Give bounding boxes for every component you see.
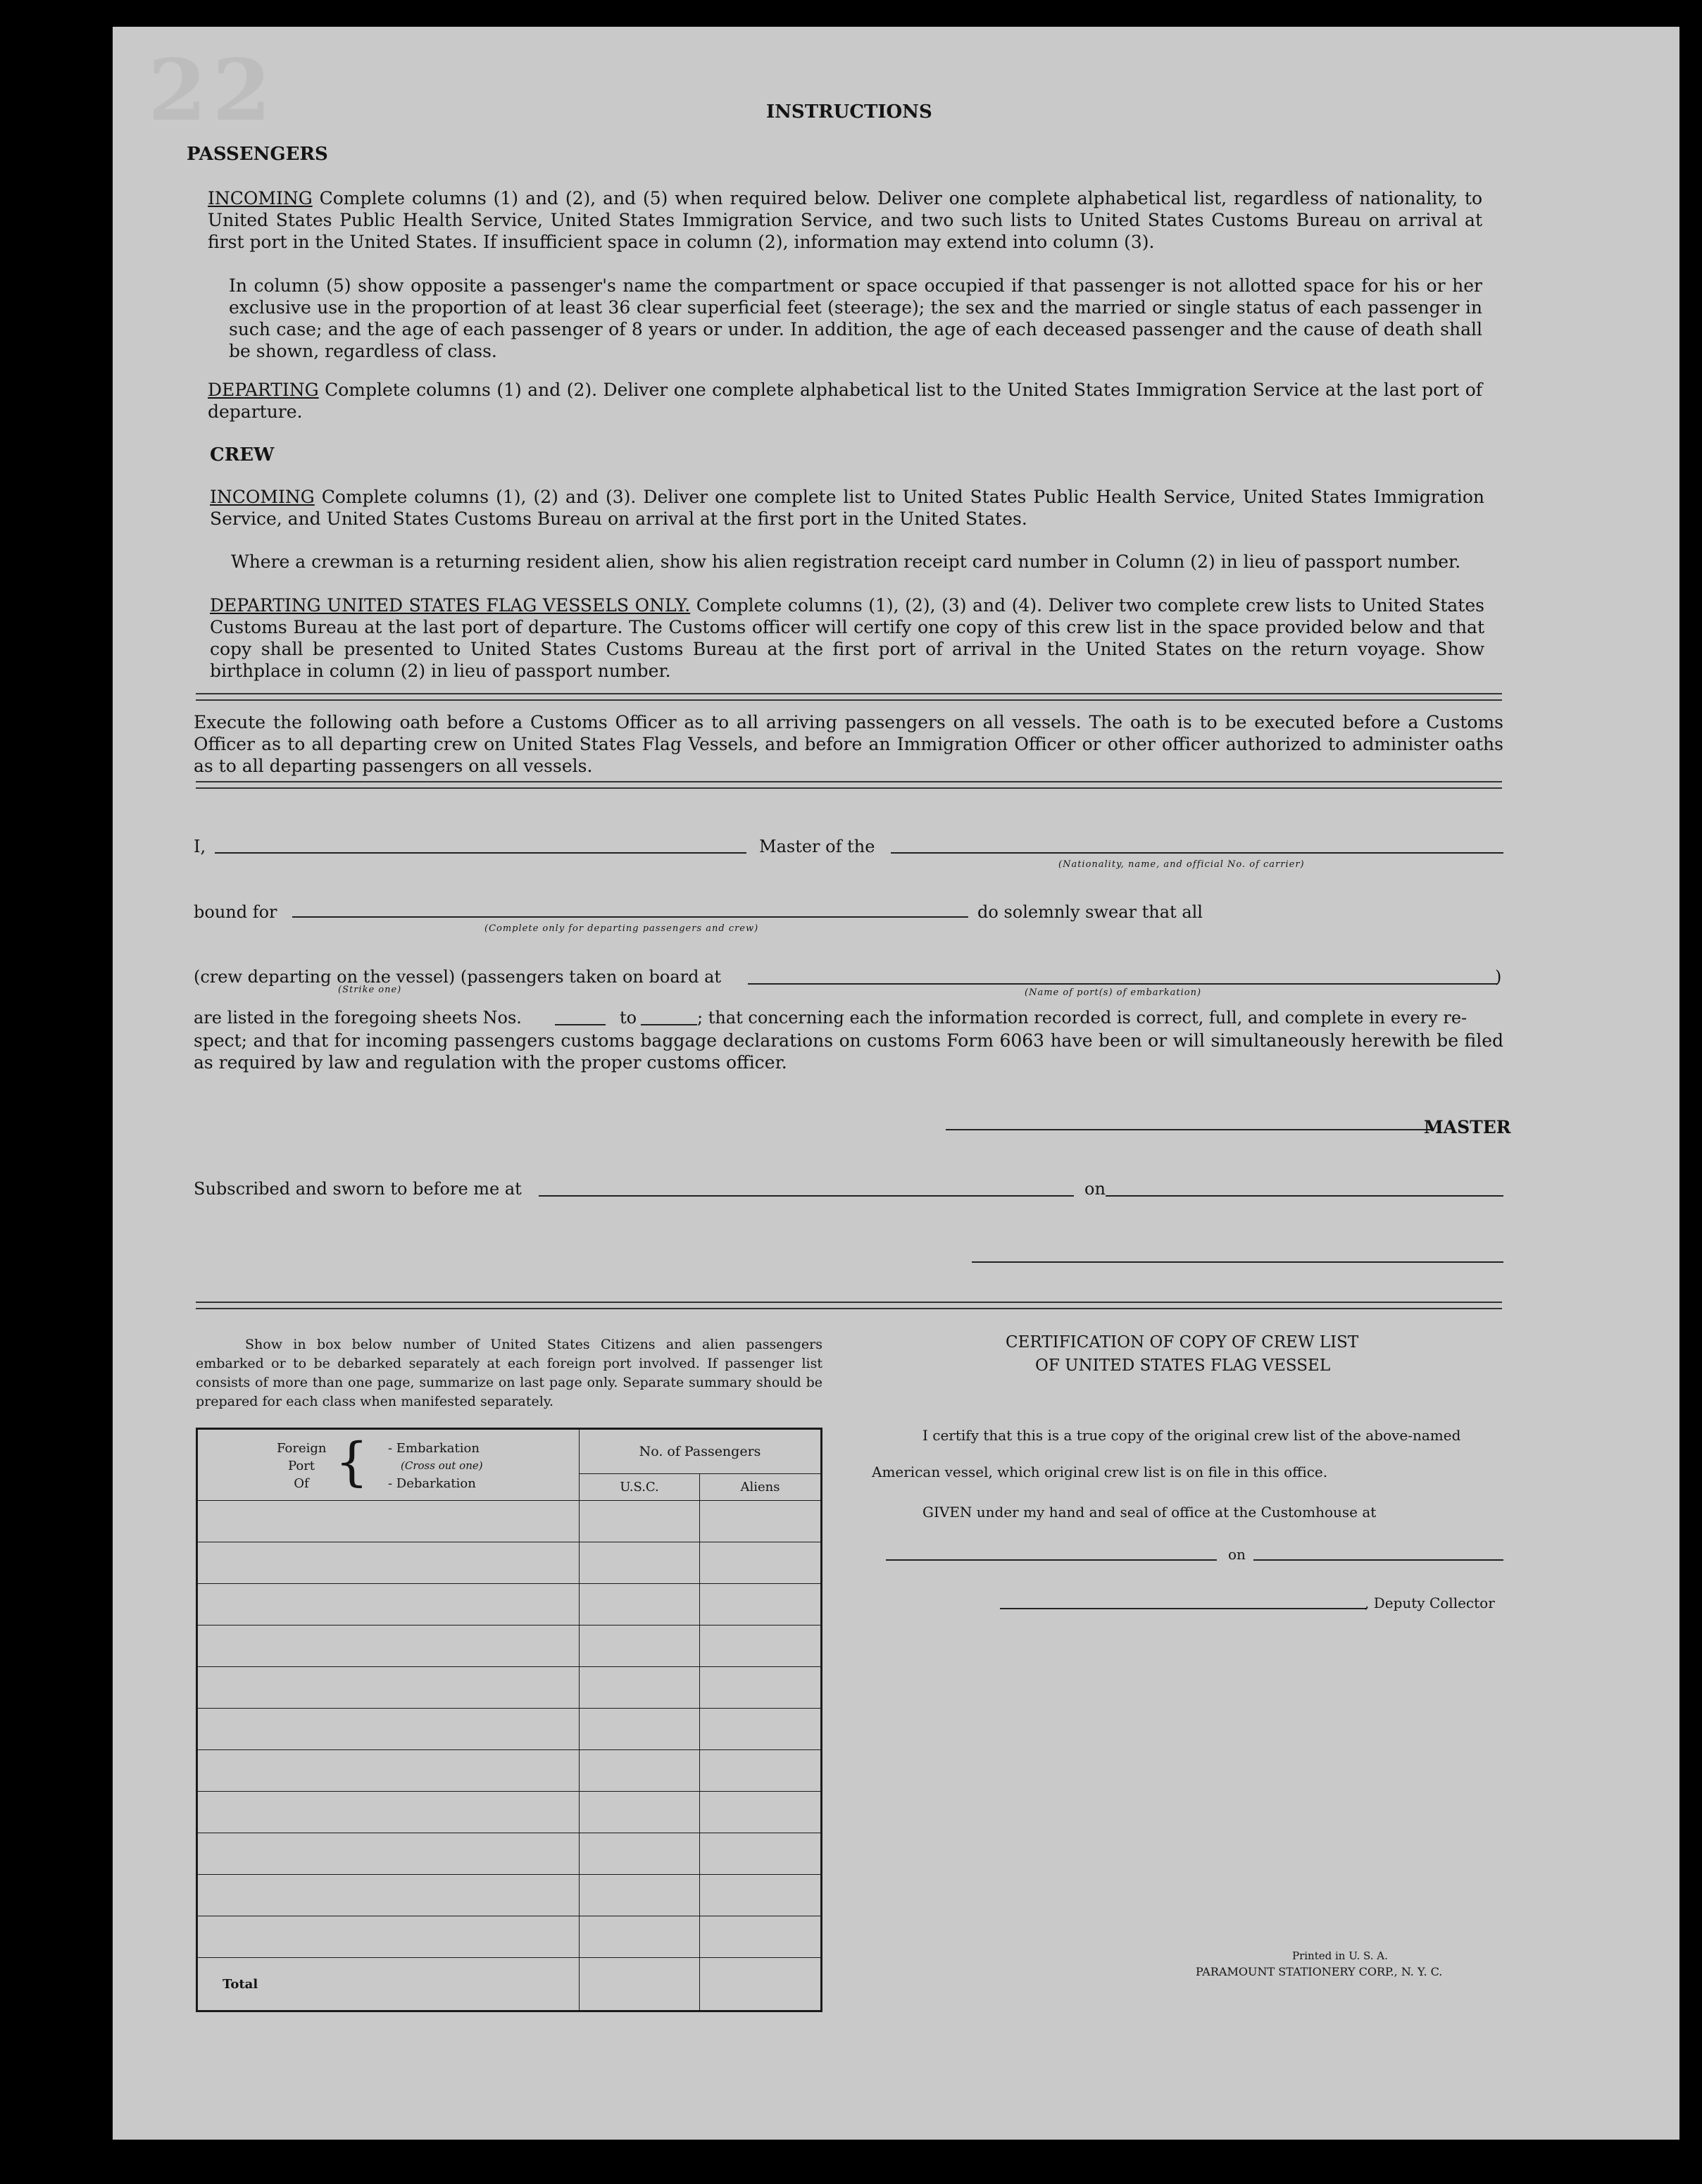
crew-incoming-text: Complete columns (1), (2) and (3). Deliver one complete list to United States Public Health Service, United States Immigration Service, and United States Customs Bureau on arrival at the first port in the United States. <box>210 487 1484 529</box>
incoming-text: Complete columns (1) and (2), and (5) when required below. Deliver one complete alphabetical list, regardless of nationality, to United States Public Health Service, United States Immigration Service, and two such lists to United States Customs Bureau on arrival at first port in the United States. If insufficient space in column (2), information may extend into column (3). <box>208 188 1482 252</box>
deputy-signature-line[interactable] <box>1000 1608 1366 1609</box>
foreign-port-header <box>197 1429 580 1501</box>
port-cell[interactable] <box>197 1584 580 1625</box>
passengers-incoming-instructions <box>208 187 1482 253</box>
passengers-heading: PASSENGERS <box>187 144 328 165</box>
table-row <box>197 1501 822 1542</box>
total-row <box>197 1958 822 2011</box>
port-cell[interactable] <box>197 1625 580 1667</box>
certification-title-1: CERTIFICATION OF COPY OF CREW LIST <box>1006 1333 1359 1352</box>
certification-line-2: American vessel, which original crew list is on file in this office. <box>872 1464 1328 1480</box>
aliens-cell[interactable] <box>700 1750 822 1792</box>
table-row <box>197 1916 822 1958</box>
port-cell[interactable] <box>197 1792 580 1833</box>
aliens-cell[interactable] <box>700 1833 822 1875</box>
aliens-cell[interactable] <box>700 1916 822 1958</box>
crew-departing-text: Complete columns (1), (2), (3) and (4). Deliver two complete crew lists to United States Customs Bureau at the last port of departure. The Customs officer will certify one copy of this crew list in the space provided below and that copy shall be presented to United States Customs Bureau at the first port of arrival in the United States on the return voyage. Show birthplace in column (2) in lieu of passport number. <box>210 595 1484 681</box>
solemnly-swear: do solemnly swear that all <box>977 902 1203 922</box>
handwritten-page-number: 22 <box>148 41 277 140</box>
foreign-label: Foreign <box>277 1441 327 1456</box>
crew-departing-vessel: (crew departing on the vessel) (passengers taken on board at <box>194 967 722 987</box>
port-cell[interactable] <box>197 1750 580 1792</box>
customhouse-line[interactable] <box>886 1559 1217 1561</box>
aliens-cell[interactable] <box>700 1792 822 1833</box>
resident-alien-note: Where a crewman is a returning resident alien, show his alien registration receipt card number in Column (2) in lieu of passport number. <box>231 551 1461 572</box>
oath-instructions: Execute the following oath before a Customs Officer as to all arriving passengers on all vessels. The oath is to be executed before a Customs Officer as to all departing crew on United States Flag Vessels, and before an Immigration Officer or other officer authorized to administer oaths as to all departing passengers on all vessels. <box>194 712 1503 776</box>
table-row <box>197 1792 822 1833</box>
certification-title-2: OF UNITED STATES FLAG VESSEL <box>1035 1356 1331 1375</box>
aliens-header: Aliens <box>700 1473 822 1500</box>
table-row <box>197 1833 822 1875</box>
crew-departing-label: DEPARTING UNITED STATES FLAG VESSELS ONLY. <box>210 595 691 616</box>
subscribed-place-line[interactable] <box>539 1195 1074 1197</box>
master-signature-line[interactable] <box>946 1129 1432 1130</box>
deputy-collector: , Deputy Collector <box>1365 1595 1495 1611</box>
usc-cell[interactable] <box>580 1542 700 1584</box>
crew-heading: CREW <box>210 444 275 466</box>
officer-signature-line[interactable] <box>972 1261 1503 1263</box>
port-cell[interactable] <box>197 1875 580 1916</box>
usc-cell[interactable] <box>580 1667 700 1709</box>
table-row <box>197 1584 822 1625</box>
summary-instructions: Show in box below number of United States Citizens and alien passengers embarked or to be debarked separately at each foreign port involved. If passenger list consists of more than one page, summarize on last page only. Separate summary should be prepared for each class when manifested separately. <box>196 1337 822 1409</box>
table-row <box>197 1625 822 1667</box>
departing-text: Complete columns (1) and (2). Deliver one complete alphabetical list to the United States Immigration Service at the last port of departure. <box>208 380 1482 422</box>
destination-line[interactable] <box>292 916 968 918</box>
printed-in-usa: Printed in U. S. A. <box>1292 1949 1388 1962</box>
master-name-line[interactable] <box>215 852 746 854</box>
port-cell[interactable] <box>197 1833 580 1875</box>
form-sheet <box>113 27 1679 2140</box>
aliens-cell[interactable] <box>700 1667 822 1709</box>
certification-on: on <box>1228 1546 1246 1563</box>
divider-oath <box>196 781 1502 789</box>
usc-cell[interactable] <box>580 1625 700 1667</box>
total-aliens-cell[interactable] <box>700 1958 822 2011</box>
aliens-cell[interactable] <box>700 1542 822 1584</box>
usc-cell[interactable] <box>580 1709 700 1750</box>
strike-one-caption: (Strike one) <box>338 985 402 995</box>
instructions-title: INSTRUCTIONS <box>766 101 932 123</box>
embarkation-port-line[interactable] <box>748 983 1498 985</box>
aliens-cell[interactable] <box>700 1625 822 1667</box>
usc-cell[interactable] <box>580 1584 700 1625</box>
passengers-departing-instructions <box>208 379 1482 423</box>
listed-to: to <box>620 1008 637 1028</box>
total-usc-cell[interactable] <box>580 1958 700 2011</box>
master-label: MASTER <box>1424 1117 1511 1137</box>
departing-label: DEPARTING <box>208 380 319 400</box>
subscribed-text: Subscribed and sworn to before me at <box>194 1179 522 1199</box>
debarkation-label: - Debarkation <box>388 1476 476 1491</box>
total-label: Total <box>197 1958 580 2011</box>
divider-bottom <box>196 1302 1502 1309</box>
master-of-the: Master of the <box>759 837 875 856</box>
usc-cell[interactable] <box>580 1833 700 1875</box>
usc-header: U.S.C. <box>580 1473 700 1500</box>
listed-correct-text: ; that concerning each the information recorded is correct, full, and complete in every re- <box>697 1008 1468 1028</box>
oath-i: I, <box>194 837 206 856</box>
ports-caption: (Name of port(s) of embarkation) <box>1025 987 1202 998</box>
certification-date-line[interactable] <box>1253 1559 1503 1561</box>
port-cell[interactable] <box>197 1501 580 1542</box>
usc-cell[interactable] <box>580 1916 700 1958</box>
port-cell[interactable] <box>197 1709 580 1750</box>
crew-incoming-instructions <box>210 486 1484 530</box>
printer-name: PARAMOUNT STATIONERY CORP., N. Y. C. <box>1196 1965 1443 1978</box>
aliens-cell[interactable] <box>700 1584 822 1625</box>
incoming-label: INCOMING <box>208 188 313 208</box>
certification-line-1: I certify that this is a true copy of the original crew list of the above-named <box>922 1427 1461 1444</box>
port-cell[interactable] <box>197 1916 580 1958</box>
column5-instructions: In column (5) show opposite a passenger's name the compartment or space occupied if that passenger is not allotted space for his or her exclusive use in the proportion of at least 36 clear superficial feet (steerage); the sex and the married or single status of each passenger in such case; and the age of each passenger of 8 years or under. In addition, the age of each deceased passenger and the cause of death shall be shown, regardless of class. <box>229 275 1482 361</box>
divider-top <box>196 693 1502 701</box>
certification-line-3: GIVEN under my hand and seal of office at the Customhouse at <box>922 1504 1377 1521</box>
aliens-cell[interactable] <box>700 1501 822 1542</box>
no-passengers-header: No. of Passengers <box>580 1429 822 1474</box>
subscribed-on: on <box>1084 1179 1106 1199</box>
table-row <box>197 1667 822 1709</box>
close-paren: ) <box>1495 967 1502 987</box>
nationality-caption: (Nationality, name, and official No. of carrier) <box>1058 859 1305 870</box>
bound-for: bound for <box>194 902 277 922</box>
crew-incoming-label: INCOMING <box>210 487 315 507</box>
table-row <box>197 1709 822 1750</box>
table-row <box>197 1750 822 1792</box>
listed-rest-text: spect; and that for incoming passengers customs baggage declarations on customs Form 6063 have been or will simultaneously herewith be filed as required by law and regulation with the proper customs officer. <box>194 1030 1503 1073</box>
embarkation-label: - Embarkation <box>388 1441 480 1456</box>
passenger-summary-table <box>196 1428 822 2012</box>
usc-cell[interactable] <box>580 1501 700 1542</box>
brace-icon: { <box>335 1432 369 1492</box>
port-cell[interactable] <box>197 1667 580 1709</box>
crew-departing-instructions <box>210 594 1484 682</box>
complete-caption: (Complete only for departing passengers and crew) <box>484 923 759 934</box>
carrier-line[interactable] <box>891 852 1503 854</box>
of-label: Of <box>294 1476 309 1491</box>
usc-cell[interactable] <box>580 1792 700 1833</box>
listed-sheets-text: are listed in the foregoing sheets Nos. <box>194 1008 522 1028</box>
table-row <box>197 1542 822 1584</box>
aliens-cell[interactable] <box>700 1709 822 1750</box>
usc-cell[interactable] <box>580 1750 700 1792</box>
port-label: Port <box>287 1459 315 1473</box>
cross-out-label: (Cross out one) <box>401 1459 483 1472</box>
port-cell[interactable] <box>197 1542 580 1584</box>
subscribed-date-line[interactable] <box>1106 1195 1503 1197</box>
table-row <box>197 1875 822 1916</box>
usc-cell[interactable] <box>580 1875 700 1916</box>
sheet-to-line[interactable] <box>641 1024 697 1025</box>
sheet-from-line[interactable] <box>555 1024 606 1025</box>
aliens-cell[interactable] <box>700 1875 822 1916</box>
